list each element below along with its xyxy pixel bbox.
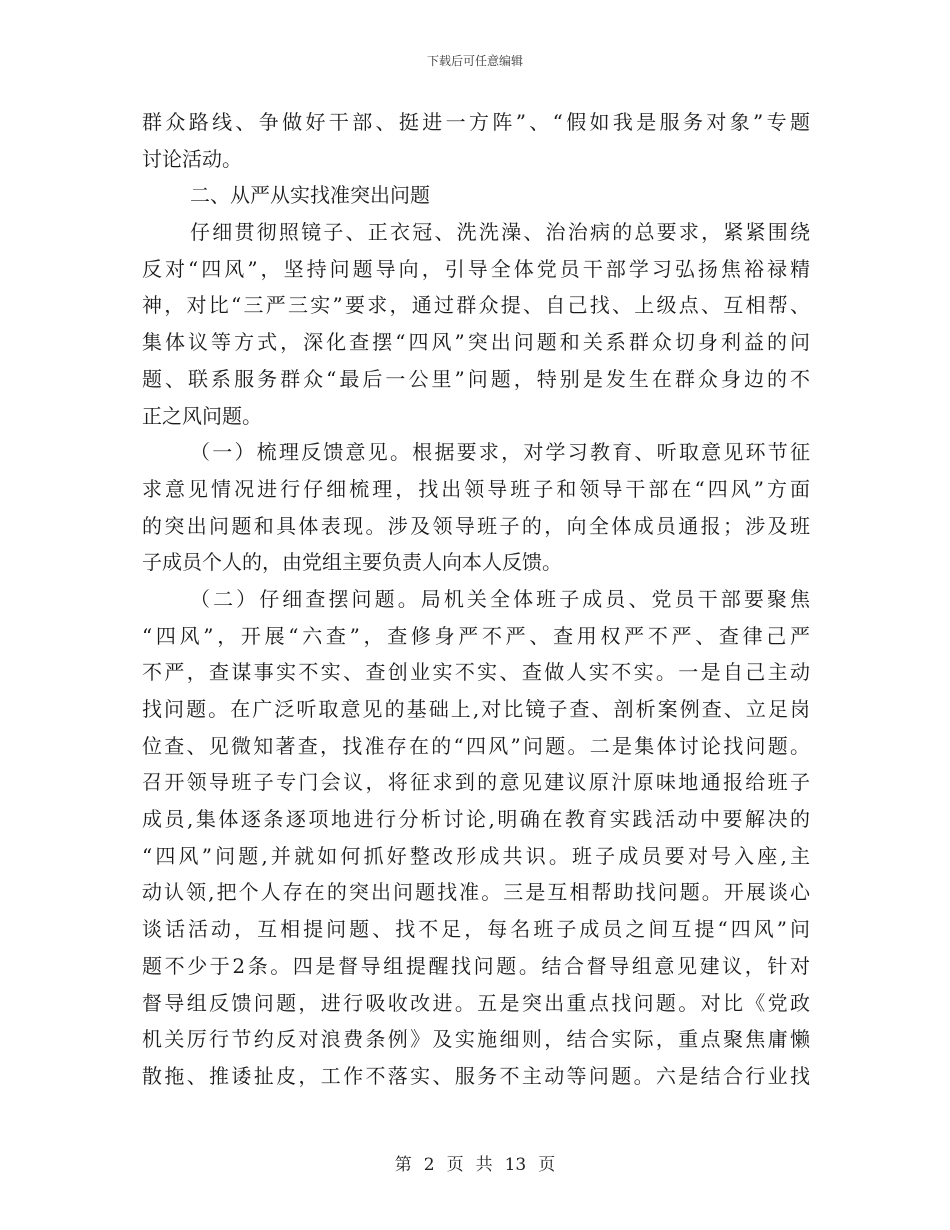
text-line: 位查、见微知著查，找准存在的“四风”问题。二是集体讨论找问题。 <box>142 733 810 758</box>
text-line: 讨论活动。 <box>142 146 242 171</box>
text-line: 题不少于2条。四是督导组提醒找问题。结合督导组意见建议，针对 <box>142 953 810 978</box>
footer-current-page: 2 <box>423 1155 435 1175</box>
text-line: 集体议等方式，深化查摆“四风”突出问题和关系群众切身利益的问 <box>142 330 810 355</box>
text-line: 督导组反馈问题，进行吸收改进。五是突出重点找问题。对比《党政 <box>142 990 810 1015</box>
text-line: 散拖、推诿扯皮，工作不落实、服务不主动等问题。六是结合行业找 <box>142 1063 810 1088</box>
footer-total-label: 共 <box>475 1155 493 1175</box>
text-line: 机关厉行节约反对浪费条例》及实施细则，结合实际，重点聚焦庸懒 <box>142 1027 810 1052</box>
text-line: 神，对比“三严三实”要求，通过群众提、自己找、上级点、互相帮、 <box>142 293 810 318</box>
text-line: 召开领导班子专门会议，将征求到的意见建议原汁原味地通报给班子 <box>142 770 810 795</box>
text-line: 子成员个人的，由党组主要负责人向本人反馈。 <box>142 550 562 575</box>
text-line: “四风”，开展“六查”，查修身严不严、查用权严不严、查律己严 <box>142 623 810 648</box>
text-line: 不严，查谋事实不实、查创业实不实、查做人实不实。一是自己主动 <box>142 660 810 685</box>
header-note: 下载后可任意编辑 <box>426 54 523 68</box>
text-line: 动认领,把个人存在的突出问题找准。三是互相帮助找问题。开展谈心 <box>142 880 810 905</box>
body-text <box>142 104 810 1095</box>
footer-page-label: 页 <box>446 1155 464 1175</box>
text-line: 仔细贯彻照镜子、正衣冠、洗洗澡、治治病的总要求，紧紧围绕 <box>190 220 810 245</box>
text-line: （二）仔细查摆问题。局机关全体班子成员、党员干部要聚焦 <box>190 586 810 611</box>
text-line: 题、联系服务群众“最后一公里”问题，特别是发生在群众身边的不 <box>142 366 810 391</box>
footer-total-pages: 13 <box>504 1155 527 1175</box>
text-line: 找问题。在广泛听取意见的基础上,对比镜子查、剖析案例查、立足岗 <box>142 697 810 721</box>
text-line: 的突出问题和具体表现。涉及领导班子的，向全体成员通报；涉及班 <box>142 513 810 538</box>
text-line: 群众路线、争做好干部、挺进一方阵”、“假如我是服务对象”专题 <box>142 110 810 134</box>
text-line: 成员,集体逐条逐项地进行分析讨论,明确在教育实践活动中要解决的 <box>142 807 810 832</box>
footer-suffix: 页 <box>538 1155 556 1175</box>
text-line: 正之风问题。 <box>142 403 262 428</box>
text-line: 二、从严从实找准突出问题 <box>190 183 430 208</box>
text-line: 求意见情况进行仔细梳理，找出领导班子和领导干部在“四风”方面 <box>142 476 810 501</box>
text-line: （一）梳理反馈意见。根据要求，对学习教育、听取意见环节征 <box>190 440 810 465</box>
text-line: 谈话活动，互相提问题、找不足，每名班子成员之间互提“四风”问 <box>142 917 810 942</box>
page-footer <box>0 1150 950 1175</box>
text-line: 反对“四风”，坚持问题导向，引导全体党员干部学习弘扬焦裕禄精 <box>142 256 810 281</box>
footer-prefix: 第 <box>394 1155 412 1175</box>
text-line: “四风”问题,并就如何抓好整改形成共识。班子成员要对号入座,主 <box>142 843 810 868</box>
